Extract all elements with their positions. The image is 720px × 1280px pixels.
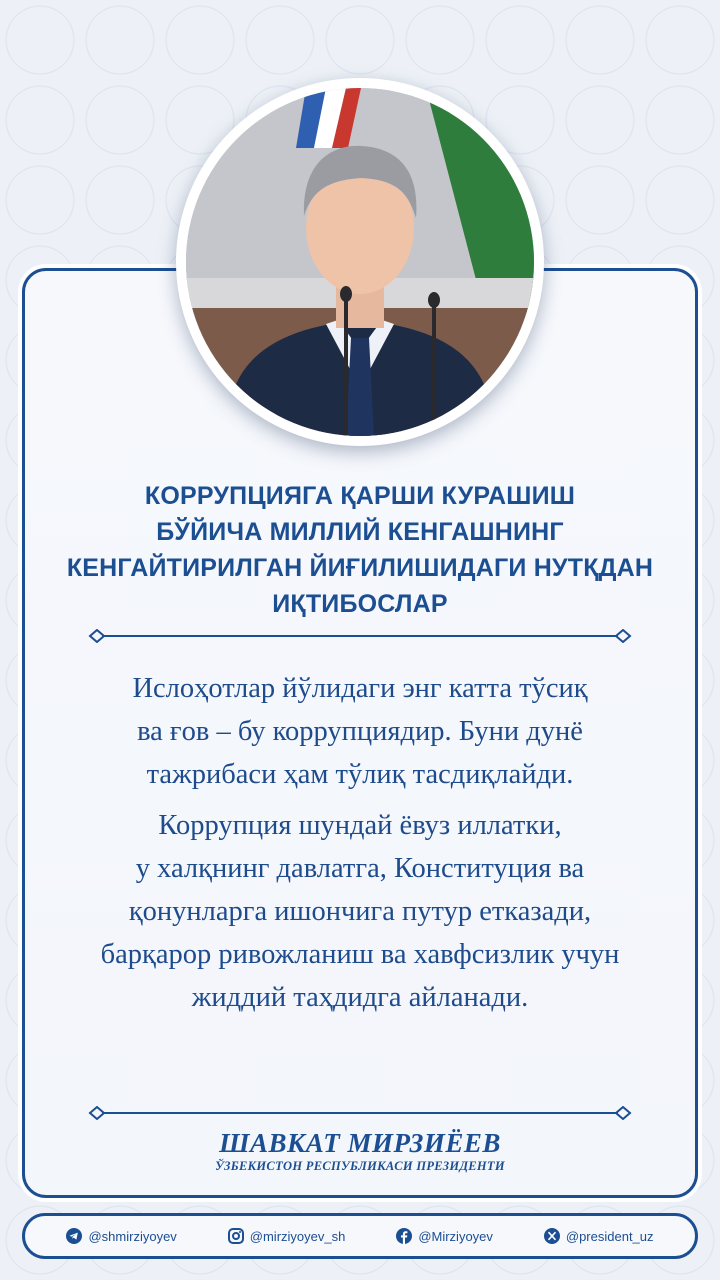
social-links-bar — [22, 1213, 698, 1259]
title-line: ИҚТИБОСЛАР — [272, 590, 448, 618]
top-divider — [88, 629, 632, 643]
social-instagram[interactable] — [228, 1228, 346, 1244]
quote-line: жиддий таҳдидга айланади. — [191, 982, 529, 1013]
social-x[interactable] — [544, 1228, 654, 1244]
author-name: ШАВКАТ МИРЗИЁЕВ — [219, 1128, 501, 1158]
quote-line: барқарор ривожланиш ва хавфсизлик учун — [100, 939, 620, 970]
quote-line: у халқнинг давлатга, Конституция ва — [135, 853, 585, 884]
instagram-handle: @mirziyoyev_sh — [249, 1228, 346, 1244]
telegram-handle: @shmirziyoyev — [88, 1228, 177, 1244]
quote-line: Коррупция шундай ёвуз иллатки, — [158, 810, 562, 841]
quote-title — [40, 478, 680, 622]
title-line: КОРРУПЦИЯГА ҚАРШИ КУРАШИШ — [144, 482, 576, 510]
facebook-icon — [396, 1228, 412, 1244]
quote-line: қонунларга ишончига путур етказади, — [128, 896, 592, 927]
quote-line: Ислоҳотлар йўлидаги энг катта тўсиқ — [132, 673, 588, 704]
speaker-photo — [186, 88, 534, 436]
x-icon — [544, 1228, 560, 1244]
quote-paragraph-1 — [40, 667, 680, 796]
facebook-handle: @Mirziyoyev — [418, 1228, 493, 1244]
title-line: КЕНГАЙТИРИЛГАН ЙИҒИЛИШИДАГИ НУТҚДАН — [66, 554, 654, 582]
portrait-frame — [176, 78, 544, 446]
bottom-divider — [88, 1106, 632, 1120]
social-facebook[interactable] — [396, 1228, 493, 1244]
telegram-icon — [66, 1228, 82, 1244]
x-handle: @president_uz — [565, 1228, 654, 1244]
title-line: БЎЙИЧА МИЛЛИЙ КЕНГАШНИНГ — [156, 518, 564, 546]
quote-paragraph-2 — [40, 804, 680, 1019]
quote-line: ва ғов – бу коррупциядир. Буни дунё — [137, 716, 583, 747]
quote-line: тажрибаси ҳам тўлиқ тасдиқлайди. — [146, 759, 574, 790]
social-telegram[interactable] — [66, 1228, 176, 1244]
speaker-illustration — [186, 88, 534, 436]
author-position: ЎЗБЕКИСТОН РЕСПУБЛИКАСИ ПРЕЗИДЕНТИ — [215, 1159, 505, 1173]
instagram-icon — [228, 1228, 244, 1244]
